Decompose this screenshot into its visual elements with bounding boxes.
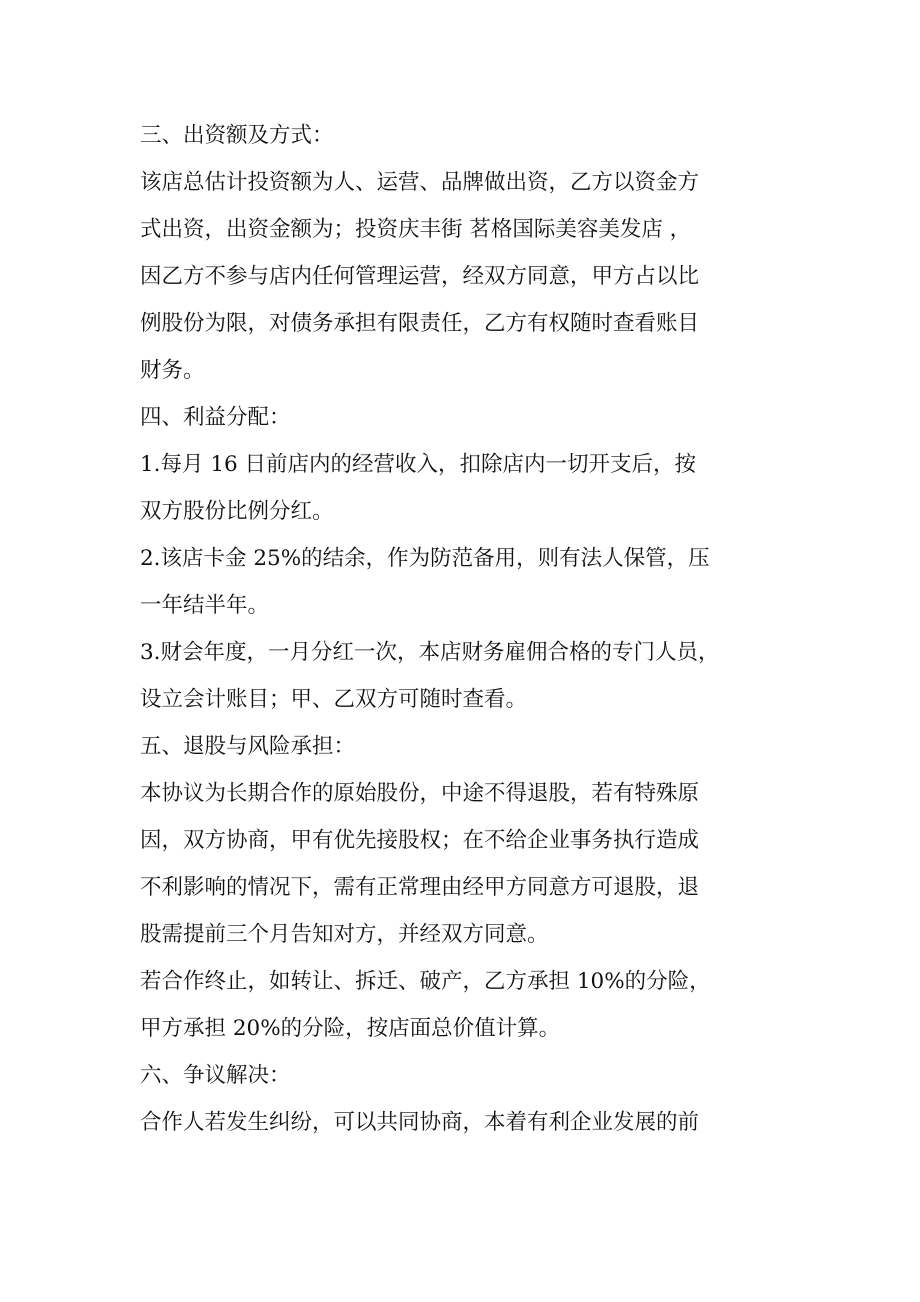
paragraph-line: 本协议为长期合作的原始股份，中途不得退股，若有特殊原 <box>140 781 700 806</box>
paragraph-line: 因乙方不参与店内任何管理运营，经双方同意，甲方占以比 <box>140 264 700 289</box>
paragraph-line: 财务。 <box>140 358 205 383</box>
section-heading-dispute-resolution: 六、争议解决： <box>140 1063 291 1088</box>
document-body <box>140 112 790 1146</box>
paragraph-line: 例股份为限，对债务承担有限责任，乙方有权随时查看账目 <box>140 311 700 336</box>
paragraph-line: 3.财会年度，一月分红一次，本店财务雇佣合格的专门人员， <box>140 640 720 665</box>
paragraph-line: 一年结半年。 <box>140 593 270 618</box>
paragraph-line: 设立会计账目；甲、乙双方可随时查看。 <box>140 687 528 712</box>
paragraph-line: 股需提前三个月告知对方，并经双方同意。 <box>140 922 549 947</box>
paragraph-line: 甲方承担 20%的分险，按店面总价值计算。 <box>140 1016 561 1041</box>
paragraph-line: 合作人若发生纠纷，可以共同协商，本着有利企业发展的前 <box>140 1110 700 1135</box>
paragraph-line: 2.该店卡金 25%的结余，作为防范备用，则有法人保管，压 <box>140 546 710 571</box>
paragraph-line: 式出资，出资金额为；投资庆丰街 茗格国际美容美发店 ， <box>140 217 692 242</box>
paragraph-line: 不利影响的情况下，需有正常理由经甲方同意方可退股，退 <box>140 875 700 900</box>
section-heading-withdrawal-risk: 五、退股与风险承担： <box>140 734 356 759</box>
paragraph-line: 若合作终止，如转让、拆迁、破产，乙方承担 10%的分险， <box>140 969 711 994</box>
paragraph-line: 双方股份比例分红。 <box>140 499 334 524</box>
paragraph-line: 该店总估计投资额为人、运营、品牌做出资，乙方以资金方 <box>140 170 700 195</box>
paragraph-line: 因，双方协商，甲有优先接股权；在不给企业事务执行造成 <box>140 828 700 853</box>
section-heading-profit-distribution: 四、利益分配： <box>140 405 291 430</box>
section-heading-investment: 三、出资额及方式： <box>140 123 334 148</box>
paragraph-line: 1.每月 16 日前店内的经营收入，扣除店内一切开支后，按 <box>140 452 697 477</box>
